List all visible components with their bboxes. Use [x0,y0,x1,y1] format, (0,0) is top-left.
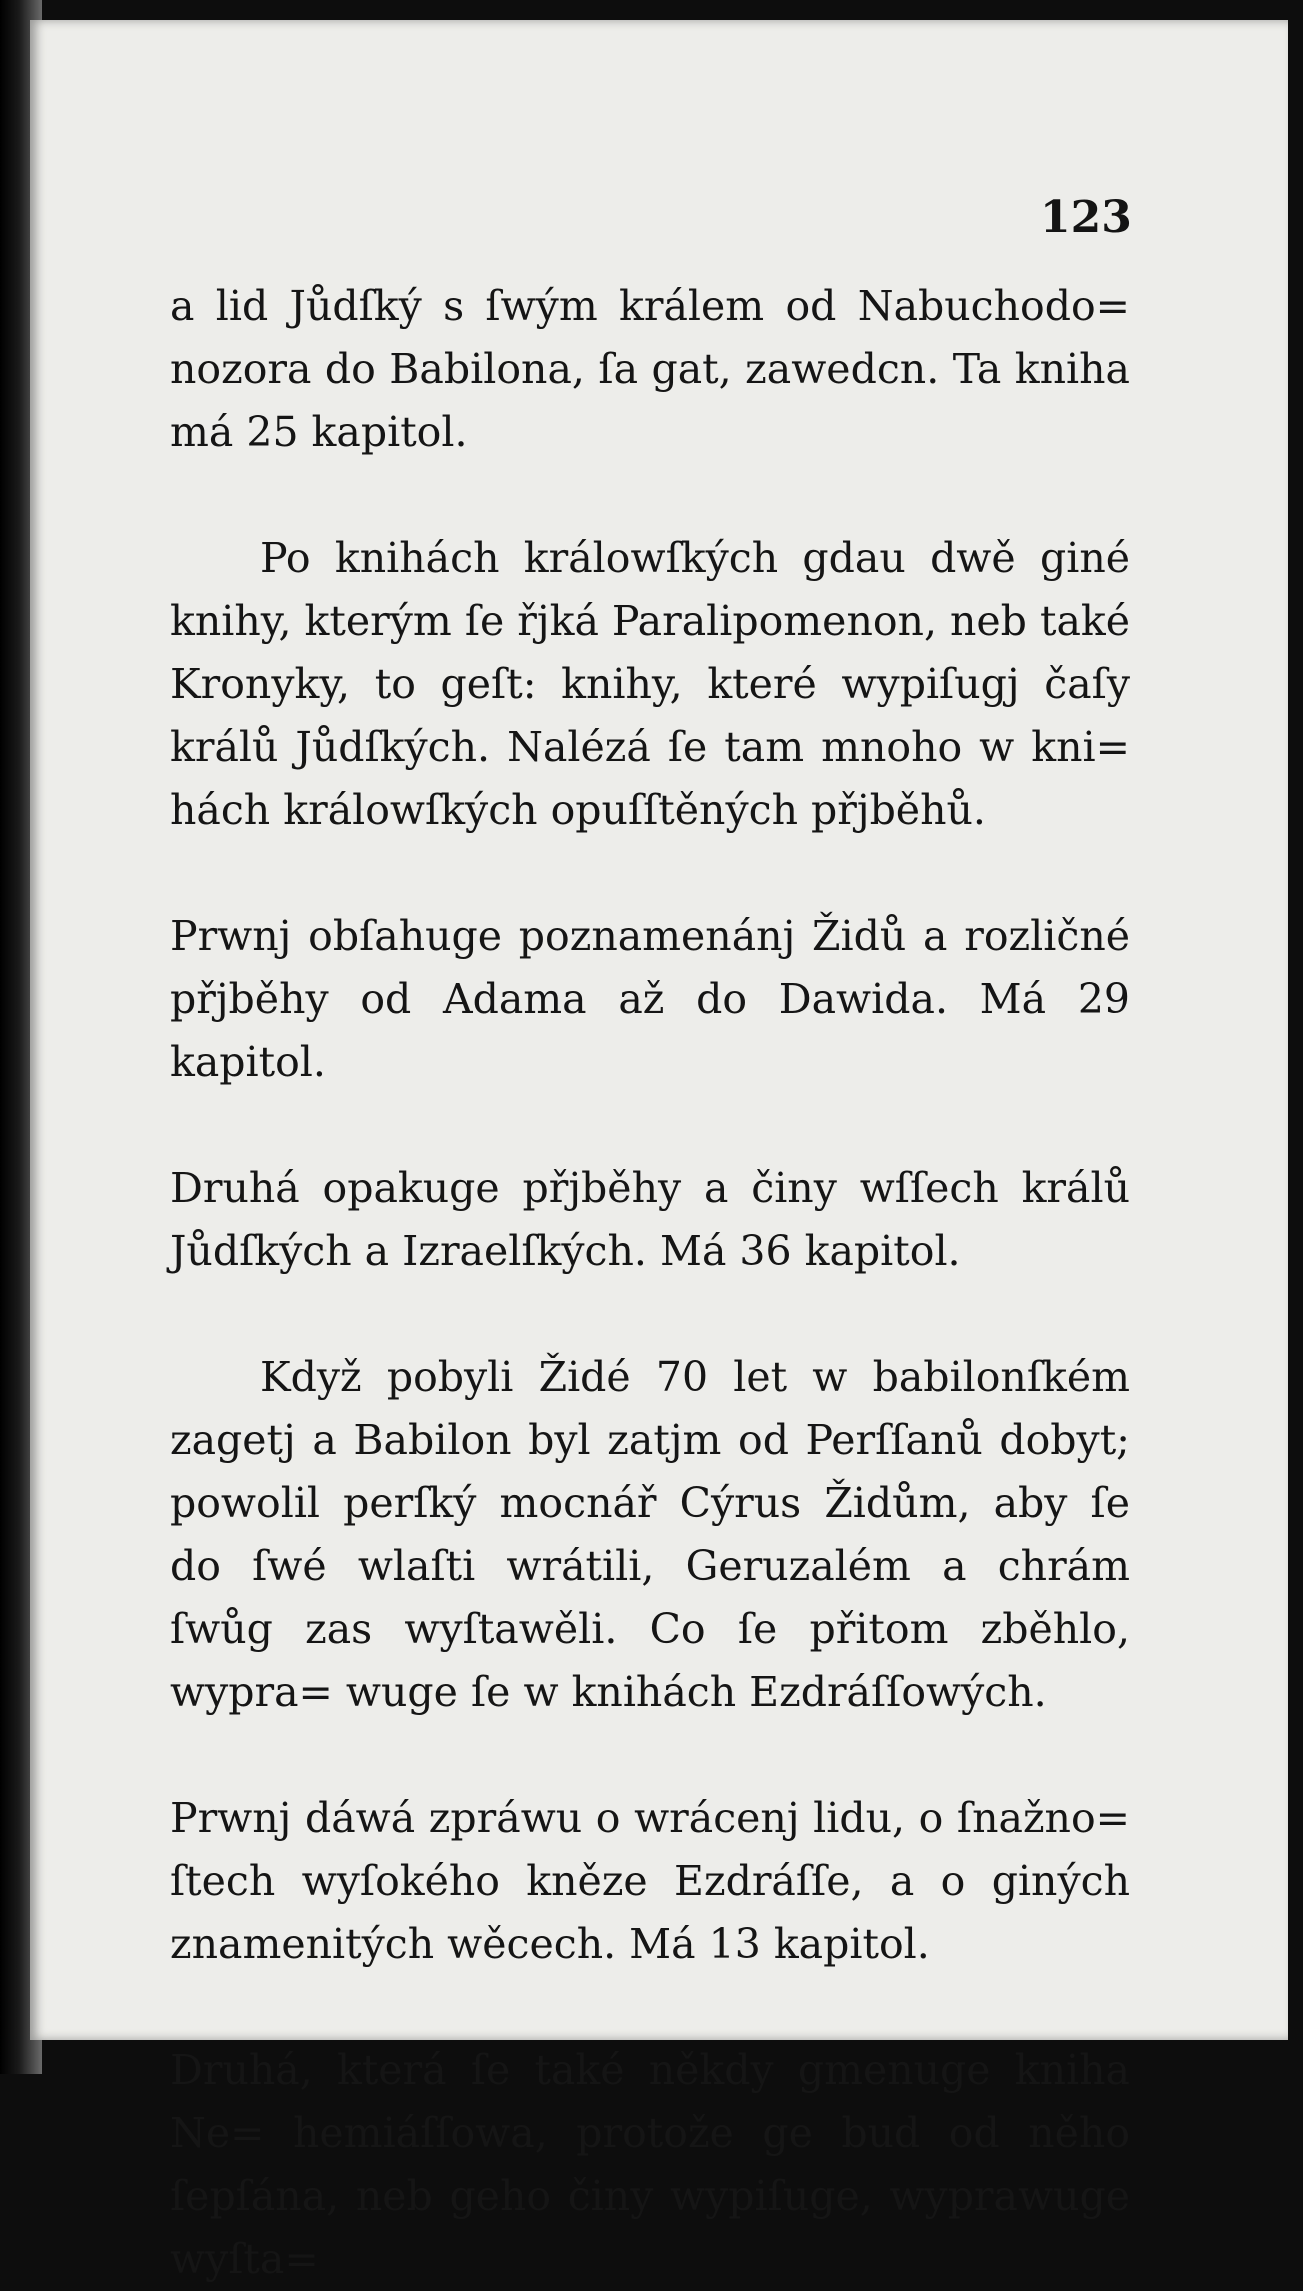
paragraph-second-book-chronicles: Druhá opakuge přjběhy a činy wſſech králů Jůdſkých a Izraelſkých. Má 36 kapitol. [170,1164,1130,1275]
book-page [30,20,1288,2283]
paragraph-paralipomenon: Po knihách králowſkých gdau dwě giné knihy, kterým ſe řjká Paralipomenon, neb také Kronyky, to geſt: knihy, které wypiſugj čaſy králů Jůdſkých. Nalézá ſe tam mnoho w kni= hách králowſkých opuſſtěných přjběhů. [170,534,1130,834]
paragraph-babylon-continuation: a lid Jůdſký s ſwým králem od Nabuchodo= nozora do Babilona, ſa gat, zawedcn. Ta kniha má 25 kapitol. [170,282,1130,456]
paragraph-first-ezra: Prwnj dáwá zpráwu o wrácenj lidu, o ſnažno= ſtech wyſokého kněze Ezdráſſe, a o giných znamenitých wěcech. Má 13 kapitol. [170,1794,1130,1968]
paragraph-ezra-books: Když pobyli Židé 70 let w babilonſkém zagetj a Babilon byl zatjm od Perſſanů dobyt; powolil perſký mocnář Cýrus Židům, aby ſe do ſwé wlaſti wrátili, Geruzalém a chrám ſwůg zas wyſtawěli. Co ſe přitom zběhlo, wypra= wuge ſe w knihách Ezdráſſowých. [170,1353,1130,1716]
page-number: 123 [1040,192,1132,243]
paragraph-first-book-chronicles: Prwnj obſahuge poznamenánj Židů a rozličné přjběhy od Adama až do Dawida. Má 29 kapitol. [170,912,1130,1086]
paragraph-second-ezra-nehemiah: Druhá, která ſe také někdy gmenuge kniha Ne= hemiáſſowa, protože ge bud od něho ſepſána, neb geho činy wypiſuge, wyprawuge wyſta= [170,2046,1130,2283]
body-text [170,275,1130,2291]
